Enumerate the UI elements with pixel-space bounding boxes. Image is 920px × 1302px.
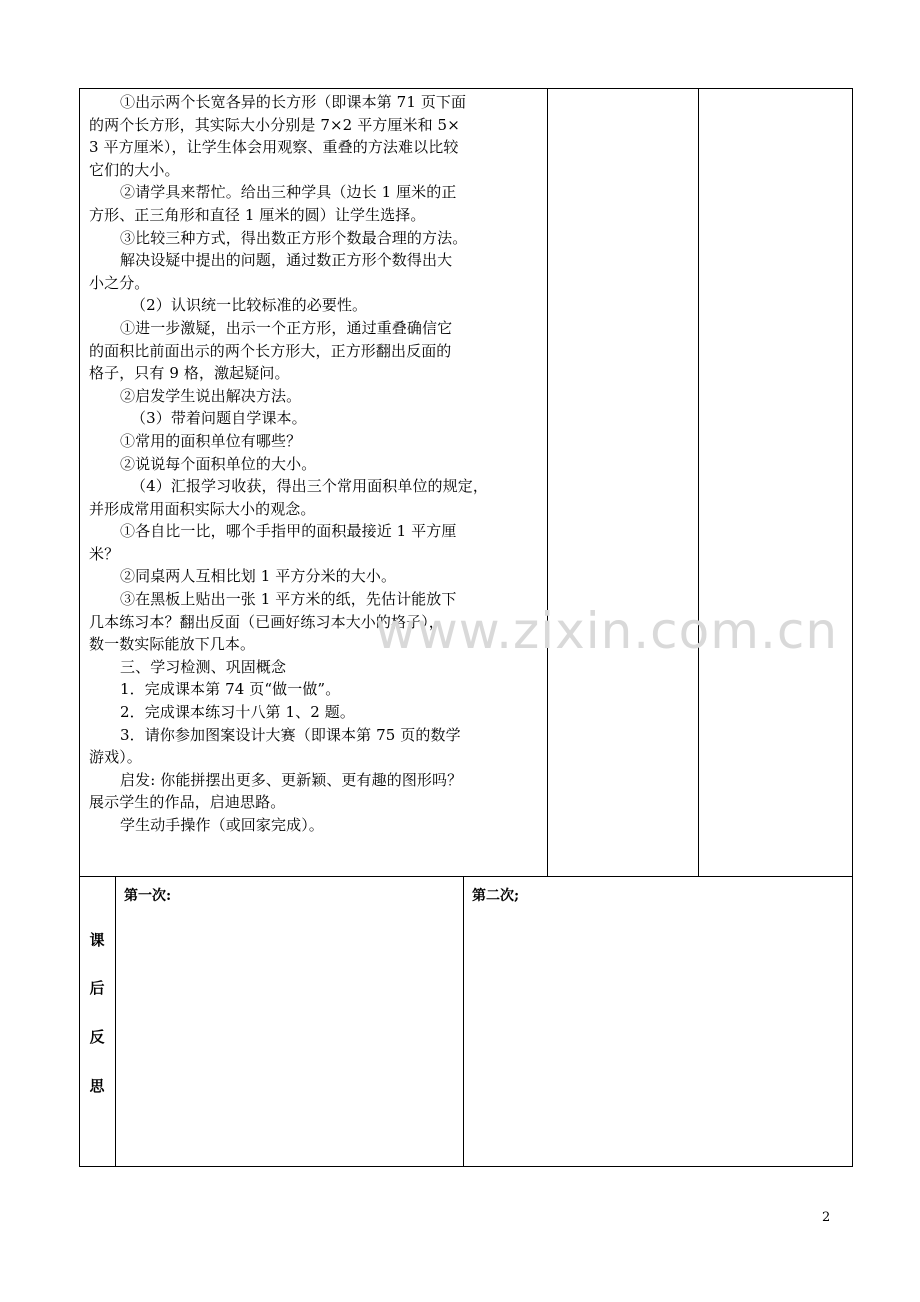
- lesson-line: 米？: [89, 544, 120, 563]
- lesson-text: [89, 91, 545, 837]
- lesson-line: （4）汇报学习收获，得出三个常用面积单位的规定，: [131, 477, 488, 496]
- lesson-line: ①常用的面积单位有哪些？: [120, 431, 302, 450]
- lesson-line: 游戏）。: [89, 748, 142, 767]
- lesson-line: 启发: 你能拼摆出更多、更新颖、更有趣的图形吗？: [120, 770, 463, 789]
- lesson-line: ③比较三种方式，得出数正方形个数最合理的方法。: [120, 228, 468, 247]
- lesson-line: （2）认识统一比较标准的必要性。: [131, 296, 368, 315]
- watermark: www.zixin.com.cn: [375, 602, 839, 660]
- reflection-label-cell: [80, 877, 116, 1166]
- lesson-line: 并形成常用面积实际大小的观念。: [89, 499, 316, 518]
- lesson-line: 的面积比前面出示的两个长方形大，正方形翻出反面的: [89, 341, 452, 360]
- lesson-line: 小之分。: [89, 273, 150, 292]
- lesson-line: 格子，只有 9 格，激起疑问。: [89, 364, 290, 383]
- lesson-line: 学生动手操作（或回家完成）。: [120, 816, 324, 834]
- empty-cell-middle: [548, 89, 699, 876]
- reflection-label-char: 课: [89, 931, 105, 949]
- lesson-line: 3．请你参加图案设计大赛（即课本第 75 页的数学: [120, 725, 461, 744]
- reflection-label-char: 后: [89, 979, 105, 997]
- lesson-line: 它们的大小。: [89, 160, 180, 179]
- lesson-line: 数一数实际能放下几本。: [89, 635, 256, 654]
- lesson-line: 几本练习本？翻出反面（已画好练习本大小的格子），: [89, 612, 444, 631]
- lesson-line: 2．完成课本练习十八第 1、2 题。: [120, 703, 355, 722]
- lesson-line: 1．完成课本第 74 页“做一做”。: [120, 680, 341, 699]
- reflection-table: [79, 876, 853, 1167]
- lesson-line: 三、学习检测、巩固概念: [120, 657, 287, 676]
- lesson-line: 展示学生的作品，启迪思路。: [89, 793, 286, 812]
- lesson-line: ②说说每个面积单位的大小。: [120, 454, 317, 473]
- lesson-line: 方形、正三角形和直径 1 厘米的圆）让学生选择。: [89, 205, 426, 224]
- lesson-line: ②启发学生说出解决方法。: [120, 386, 302, 405]
- lesson-line: 解决设疑中提出的问题，通过数正方形个数得出大: [120, 251, 453, 270]
- lesson-line: ②同桌两人互相比划 1 平方分米的大小。: [120, 567, 397, 586]
- lesson-line: ①进一步激疑，出示一个正方形，通过重叠确信它: [120, 318, 453, 337]
- reflection-label-char: 思: [89, 1077, 105, 1095]
- lesson-line: ①出示两个长宽各异的长方形（即课本第 71 页下面: [120, 93, 467, 111]
- lesson-line: ②请学具来帮忙。给出三种学具（边长 1 厘米的正: [120, 183, 457, 202]
- lesson-line: 3 平方厘米），让学生体会用观察、重叠的方法难以比较: [89, 138, 459, 157]
- lesson-content-cell: [80, 89, 548, 876]
- reflection-label-char: 反: [89, 1028, 105, 1046]
- second-reflection-cell: [464, 877, 852, 1166]
- second-reflection-label: 第二次;: [472, 888, 520, 904]
- lesson-line: （3）带着问题自学课本。: [131, 409, 307, 428]
- page-number: 2: [822, 1210, 831, 1225]
- lesson-line: ①各自比一比，哪个手指甲的面积最接近 1 平方厘: [120, 522, 457, 541]
- lesson-line: 的两个长方形，其实际大小分别是 7×2 平方厘米和 5×: [89, 115, 460, 134]
- empty-cell-right: [699, 89, 852, 876]
- first-reflection-cell: [116, 877, 464, 1166]
- first-reflection-label: 第一次:: [124, 888, 172, 904]
- lesson-line: ③在黑板上贴出一张 1 平方米的纸，先估计能放下: [120, 590, 457, 609]
- lesson-table: [79, 88, 853, 877]
